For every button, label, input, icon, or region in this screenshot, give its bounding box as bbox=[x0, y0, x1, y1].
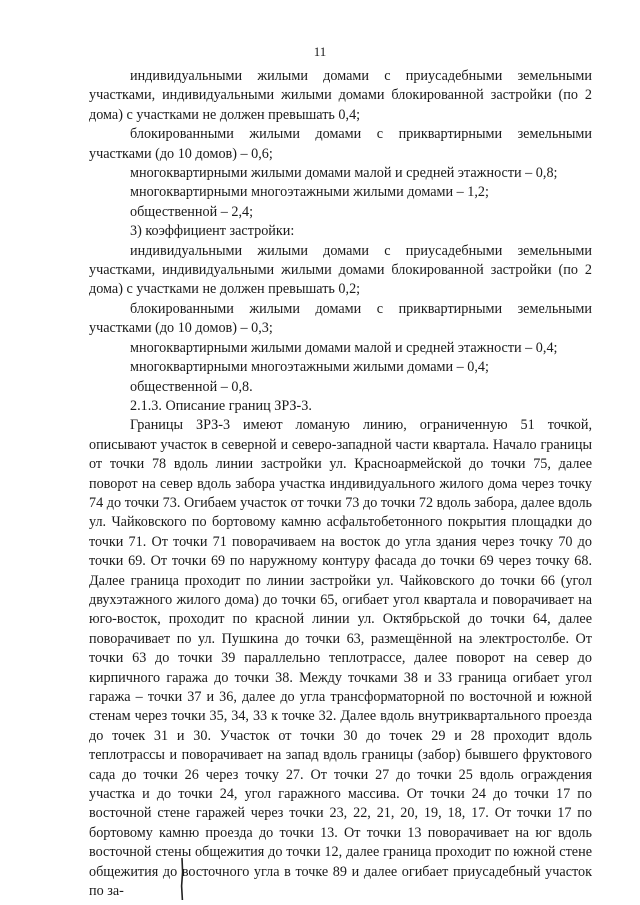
paragraph: блокированными жилыми домами с приквартирными земельными участками (до 10 домов) – 0,6; bbox=[89, 126, 592, 162]
paragraph: индивидуальными жилыми домами с приусадебными земельными участками, индивидуальными жилыми домами блокированной застройки (по 2 дома) с участками не должен превышать 0,2; bbox=[89, 242, 592, 298]
paragraph: общественной – 2,4; bbox=[130, 203, 254, 220]
scan-mark bbox=[180, 858, 184, 900]
section-heading: 2.1.3. Описание границ ЗРЗ-3. bbox=[130, 397, 312, 414]
document-body bbox=[89, 67, 592, 901]
paragraph: многоквартирными многоэтажными жилыми домами – 0,4; bbox=[130, 359, 489, 376]
page-number: 11 bbox=[313, 44, 327, 59]
paragraph: многоквартирными жилыми домами малой и средней этажности – 0,4; bbox=[130, 339, 558, 356]
paragraph: общественной – 0,8. bbox=[130, 378, 253, 395]
paragraph: многоквартирными жилыми домами малой и средней этажности – 0,8; bbox=[130, 165, 558, 182]
paragraph: индивидуальными жилыми домами с приусадебными земельными участками, индивидуальными жилыми домами блокированной застройки (по 2 дома) с участками не должен превышать 0,4; bbox=[89, 68, 592, 123]
paragraph: Границы ЗРЗ-3 имеют ломаную линию, ограниченную 51 точкой, описывают участок в северной и северо-западной части квартала. Начало границы от точки 78 вдоль линии застройки ул. Красноармейской до точки 75, далее поворот на север вдоль забора участка индивидуального жилого дома через точку 74 до точки 73. Огибаем участок от точки 73 до точки 72 вдоль забора, далее вдоль ул. Чайковского по бортовому камню асфальтобетонного покрытия площадки до точки 71. От точки 71 поворачиваем на восток до угла здания через точку 70 до точки 69. От точки 69 по наружному контуру фасада до точки 69 через точку 68. Далее граница проходит по линии застройки ул. Чайковского до точки 66 (угол двухэтажного жилого дома) до точки 65, огибает угол квартала и поворачивает на юго-восток, проходит по красной линии ул. Октябрьской до точки 64, далее поворачивает по ул. Пушкина до точки 63, размещённой на электростолбе. От точки 63 до точки 39 параллельно теплотрассе, далее поворот на север до кирпичного гаража до точки 38. Между точками 38 и 33 граница огибает угол гаража – точки 37 и 36, далее до угла трансформаторной по восточной и южной стенам через точки 35, 34, 33 к точке 32. Далее вдоль внутриквартального проезда до точек 31 и 30. Участок от точки 30 до точек 29 и 28 проходит вдоль теплотрассы и поворачивает на запад вдоль границы (забор) бывшего фруктового сада до точки 26 через точку 27. От точки 27 до точки 25 вдоль ограждения участка и до точки 24, угол гаражного массива. От точки 24 до точки 17 по восточной стене гаражей через точки 23, 22, 21, 20, 19, 18, 17. От точки 17 по бортовому камню проезда до точки 13. От точки 13 поворачивает на юг вдоль восточной стены общежития до точки 12, далее граница проходит по южной стене общежития до восточного угла в точке 89 и далее огибает приусадебный участок по за- bbox=[89, 417, 592, 900]
paragraph: многоквартирными многоэтажными жилыми домами – 1,2; bbox=[130, 184, 489, 201]
paragraph: блокированными жилыми домами с приквартирными земельными участками (до 10 домов) – 0,3; bbox=[89, 300, 592, 337]
list-heading: 3) коэффициент застройки: bbox=[130, 223, 295, 240]
